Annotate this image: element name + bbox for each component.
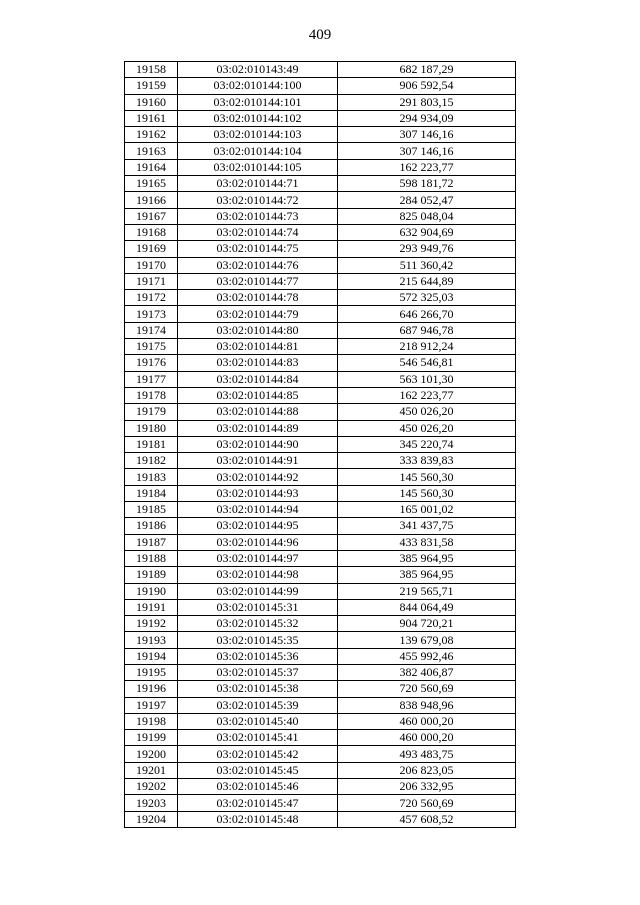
table-row	[125, 518, 516, 534]
row-number-cell: 19200	[125, 746, 178, 762]
cadastral-number-cell: 03:02:010144:76	[178, 257, 338, 273]
cadastral-value-cell: 455 992,46	[338, 648, 516, 664]
cadastral-value-cell: 632 904,69	[338, 224, 516, 240]
table-row	[125, 290, 516, 306]
table-row	[125, 436, 516, 452]
cadastral-value-cell: 293 949,76	[338, 241, 516, 257]
cadastral-number-cell: 03:02:010144:88	[178, 404, 338, 420]
cadastral-value-cell: 341 437,75	[338, 518, 516, 534]
row-number-cell: 19189	[125, 567, 178, 583]
cadastral-value-cell: 162 223,77	[338, 387, 516, 403]
row-number-cell: 19202	[125, 779, 178, 795]
cadastral-number-cell: 03:02:010144:96	[178, 534, 338, 550]
cadastral-number-cell: 03:02:010144:100	[178, 78, 338, 94]
table-row	[125, 420, 516, 436]
row-number-cell: 19196	[125, 681, 178, 697]
cadastral-value-cell: 284 052,47	[338, 192, 516, 208]
cadastral-value-cell: 145 560,30	[338, 485, 516, 501]
cadastral-value-cell: 546 546,81	[338, 355, 516, 371]
row-number-cell: 19193	[125, 632, 178, 648]
row-number-cell: 19198	[125, 713, 178, 729]
cadastral-number-cell: 03:02:010145:46	[178, 779, 338, 795]
row-number-cell: 19171	[125, 273, 178, 289]
cadastral-value-cell: 145 560,30	[338, 469, 516, 485]
table-row	[125, 502, 516, 518]
row-number-cell: 19197	[125, 697, 178, 713]
row-number-cell: 19188	[125, 550, 178, 566]
cadastral-number-cell: 03:02:010144:98	[178, 567, 338, 583]
row-number-cell: 19178	[125, 387, 178, 403]
row-number-cell: 19165	[125, 176, 178, 192]
cadastral-number-cell: 03:02:010145:42	[178, 746, 338, 762]
cadastral-number-cell: 03:02:010144:99	[178, 583, 338, 599]
cadastral-number-cell: 03:02:010144:94	[178, 502, 338, 518]
row-number-cell: 19161	[125, 110, 178, 126]
cadastral-value-cell: 206 332,95	[338, 779, 516, 795]
cadastral-value-cell: 460 000,20	[338, 730, 516, 746]
row-number-cell: 19173	[125, 306, 178, 322]
cadastral-number-cell: 03:02:010144:97	[178, 550, 338, 566]
row-number-cell: 19172	[125, 290, 178, 306]
page-number: 409	[308, 27, 332, 43]
table-row	[125, 567, 516, 583]
row-number-cell: 19187	[125, 534, 178, 550]
row-number-cell: 19169	[125, 241, 178, 257]
row-number-cell: 19194	[125, 648, 178, 664]
cadastral-value-cell: 720 560,69	[338, 795, 516, 811]
cadastral-number-cell: 03:02:010145:47	[178, 795, 338, 811]
cadastral-number-cell: 03:02:010144:75	[178, 241, 338, 257]
row-number-cell: 19203	[125, 795, 178, 811]
cadastral-value-cell: 450 026,20	[338, 404, 516, 420]
table-row	[125, 453, 516, 469]
table-row	[125, 322, 516, 338]
cadastral-value-cell: 294 934,09	[338, 110, 516, 126]
table-row	[125, 583, 516, 599]
cadastral-value-cell: 511 360,42	[338, 257, 516, 273]
cadastral-value-cell: 382 406,87	[338, 664, 516, 680]
row-number-cell: 19182	[125, 453, 178, 469]
cadastral-number-cell: 03:02:010145:38	[178, 681, 338, 697]
cadastral-number-cell: 03:02:010144:77	[178, 273, 338, 289]
row-number-cell: 19175	[125, 339, 178, 355]
cadastral-value-cell: 906 592,54	[338, 78, 516, 94]
table-row	[125, 534, 516, 550]
row-number-cell: 19186	[125, 518, 178, 534]
cadastral-value-cell: 385 964,95	[338, 550, 516, 566]
table-row	[125, 176, 516, 192]
cadastral-number-cell: 03:02:010145:35	[178, 632, 338, 648]
cadastral-value-cell: 307 146,16	[338, 143, 516, 159]
cadastral-value-cell: 563 101,30	[338, 371, 516, 387]
row-number-cell: 19190	[125, 583, 178, 599]
cadastral-value-cell: 450 026,20	[338, 420, 516, 436]
row-number-cell: 19174	[125, 322, 178, 338]
row-number-cell: 19181	[125, 436, 178, 452]
cadastral-value-cell: 844 064,49	[338, 599, 516, 615]
cadastral-value-cell: 838 948,96	[338, 697, 516, 713]
cadastral-number-cell: 03:02:010144:101	[178, 94, 338, 110]
cadastral-number-cell: 03:02:010145:41	[178, 730, 338, 746]
cadastral-value-cell: 291 803,15	[338, 94, 516, 110]
table-row	[125, 127, 516, 143]
table-row	[125, 371, 516, 387]
row-number-cell: 19177	[125, 371, 178, 387]
cadastral-value-cell: 493 483,75	[338, 746, 516, 762]
table-row	[125, 648, 516, 664]
table-row	[125, 208, 516, 224]
row-number-cell: 19166	[125, 192, 178, 208]
cadastral-number-cell: 03:02:010145:36	[178, 648, 338, 664]
cadastral-value-cell: 307 146,16	[338, 127, 516, 143]
table-row	[125, 550, 516, 566]
cadastral-number-cell: 03:02:010144:93	[178, 485, 338, 501]
cadastral-value-cell: 687 946,78	[338, 322, 516, 338]
row-number-cell: 19164	[125, 159, 178, 175]
table-row	[125, 94, 516, 110]
cadastral-value-cell: 720 560,69	[338, 681, 516, 697]
cadastral-value-cell: 460 000,20	[338, 713, 516, 729]
cadastral-number-cell: 03:02:010143:49	[178, 62, 338, 78]
table-row	[125, 355, 516, 371]
cadastral-number-cell: 03:02:010144:71	[178, 176, 338, 192]
row-number-cell: 19179	[125, 404, 178, 420]
cadastral-number-cell: 03:02:010144:102	[178, 110, 338, 126]
cadastral-number-cell: 03:02:010144:72	[178, 192, 338, 208]
table-row	[125, 779, 516, 795]
cadastral-value-cell: 345 220,74	[338, 436, 516, 452]
table-row	[125, 224, 516, 240]
cadastral-number-cell: 03:02:010144:104	[178, 143, 338, 159]
table-row	[125, 485, 516, 501]
table-row	[125, 110, 516, 126]
table-row	[125, 681, 516, 697]
cadastral-value-cell: 333 839,83	[338, 453, 516, 469]
cadastral-value-cell: 598 181,72	[338, 176, 516, 192]
cadastral-value-cell: 646 266,70	[338, 306, 516, 322]
cadastral-number-cell: 03:02:010145:45	[178, 762, 338, 778]
table-row	[125, 62, 516, 78]
row-number-cell: 19167	[125, 208, 178, 224]
cadastral-value-cell: 825 048,04	[338, 208, 516, 224]
cadastral-number-cell: 03:02:010145:37	[178, 664, 338, 680]
cadastral-number-cell: 03:02:010144:73	[178, 208, 338, 224]
cadastral-number-cell: 03:02:010144:85	[178, 387, 338, 403]
cadastral-number-cell: 03:02:010144:105	[178, 159, 338, 175]
table-row	[125, 159, 516, 175]
table-row	[125, 664, 516, 680]
row-number-cell: 19162	[125, 127, 178, 143]
cadastral-number-cell: 03:02:010145:31	[178, 599, 338, 615]
cadastral-number-cell: 03:02:010144:83	[178, 355, 338, 371]
cadastral-number-cell: 03:02:010145:48	[178, 811, 338, 827]
cadastral-number-cell: 03:02:010144:74	[178, 224, 338, 240]
cadastral-value-cell: 385 964,95	[338, 567, 516, 583]
cadastral-value-cell: 165 001,02	[338, 502, 516, 518]
cadastral-value-cell: 682 187,29	[338, 62, 516, 78]
table-row	[125, 306, 516, 322]
table-row	[125, 78, 516, 94]
row-number-cell: 19183	[125, 469, 178, 485]
table-row	[125, 632, 516, 648]
row-number-cell: 19195	[125, 664, 178, 680]
cadastral-value-cell: 215 644,89	[338, 273, 516, 289]
cadastral-value-cell: 904 720,21	[338, 616, 516, 632]
table-row	[125, 257, 516, 273]
cadastral-number-cell: 03:02:010144:84	[178, 371, 338, 387]
table-row	[125, 713, 516, 729]
row-number-cell: 19184	[125, 485, 178, 501]
row-number-cell: 19185	[125, 502, 178, 518]
row-number-cell: 19204	[125, 811, 178, 827]
row-number-cell: 19158	[125, 62, 178, 78]
cadastral-number-cell: 03:02:010144:78	[178, 290, 338, 306]
row-number-cell: 19160	[125, 94, 178, 110]
table-row	[125, 599, 516, 615]
row-number-cell: 19176	[125, 355, 178, 371]
row-number-cell: 19168	[125, 224, 178, 240]
cadastral-number-cell: 03:02:010144:92	[178, 469, 338, 485]
row-number-cell: 19192	[125, 616, 178, 632]
cadastral-value-cell: 572 325,03	[338, 290, 516, 306]
cadastral-number-cell: 03:02:010144:79	[178, 306, 338, 322]
table-row	[125, 241, 516, 257]
table-row	[125, 387, 516, 403]
cadastral-value-cell: 457 608,52	[338, 811, 516, 827]
cadastral-number-cell: 03:02:010144:90	[178, 436, 338, 452]
cadastral-value-cell: 139 679,08	[338, 632, 516, 648]
table-row	[125, 404, 516, 420]
cadastral-value-cell: 162 223,77	[338, 159, 516, 175]
cadastral-number-cell: 03:02:010144:80	[178, 322, 338, 338]
row-number-cell: 19191	[125, 599, 178, 615]
table-row	[125, 730, 516, 746]
cadastral-value-cell: 433 831,58	[338, 534, 516, 550]
cadastral-number-cell: 03:02:010145:40	[178, 713, 338, 729]
cadastral-value-cell: 218 912,24	[338, 339, 516, 355]
table-row	[125, 616, 516, 632]
cadastral-number-cell: 03:02:010144:103	[178, 127, 338, 143]
cadastral-value-table	[124, 61, 516, 828]
table-row	[125, 762, 516, 778]
row-number-cell: 19163	[125, 143, 178, 159]
cadastral-value-cell: 206 823,05	[338, 762, 516, 778]
row-number-cell: 19159	[125, 78, 178, 94]
table-row	[125, 697, 516, 713]
cadastral-number-cell: 03:02:010144:95	[178, 518, 338, 534]
table-row	[125, 811, 516, 827]
cadastral-number-cell: 03:02:010145:32	[178, 616, 338, 632]
table-row	[125, 746, 516, 762]
table-row	[125, 143, 516, 159]
row-number-cell: 19201	[125, 762, 178, 778]
cadastral-number-cell: 03:02:010144:91	[178, 453, 338, 469]
cadastral-number-cell: 03:02:010145:39	[178, 697, 338, 713]
cadastral-number-cell: 03:02:010144:81	[178, 339, 338, 355]
table-row	[125, 469, 516, 485]
table-row	[125, 273, 516, 289]
table-row	[125, 795, 516, 811]
cadastral-number-cell: 03:02:010144:89	[178, 420, 338, 436]
table-row	[125, 339, 516, 355]
table-body	[125, 62, 516, 828]
row-number-cell: 19180	[125, 420, 178, 436]
row-number-cell: 19170	[125, 257, 178, 273]
row-number-cell: 19199	[125, 730, 178, 746]
table-row	[125, 192, 516, 208]
cadastral-value-cell: 219 565,71	[338, 583, 516, 599]
